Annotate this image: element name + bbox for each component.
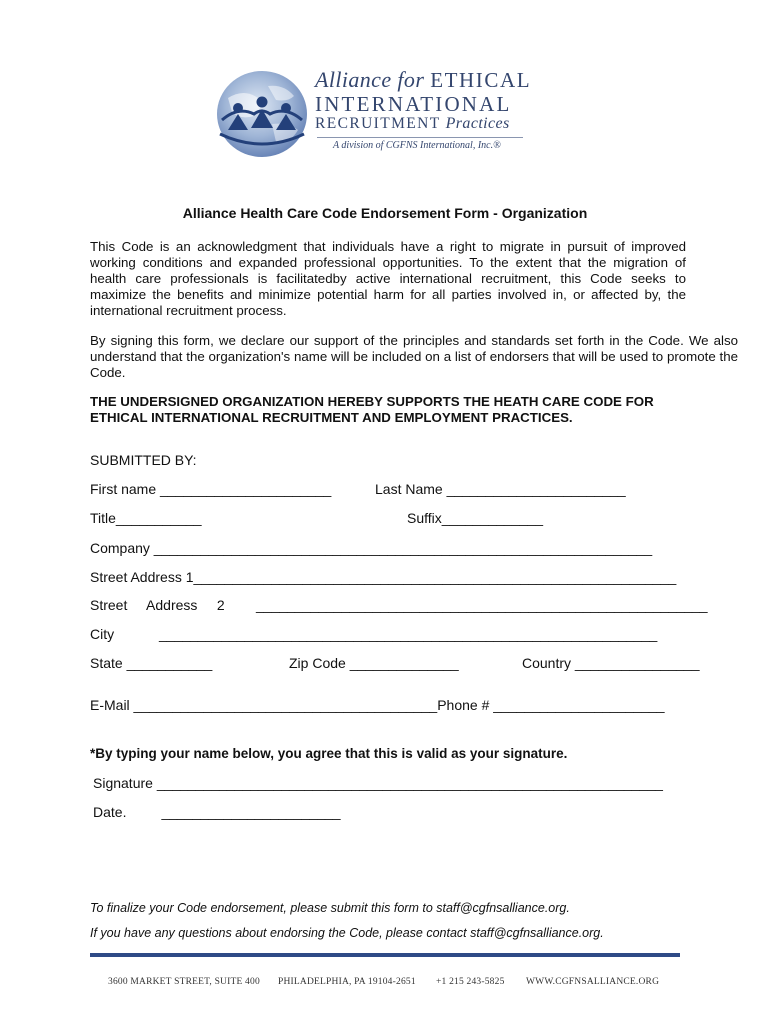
street-address-2-field[interactable]: __________________________________________________________ — [256, 597, 708, 613]
footer-rule — [90, 953, 680, 957]
submitted-by-label: SUBMITTED BY: — [90, 452, 197, 468]
declaration-paragraph: By signing this form, we declare our support of the principles and standards set forth in the Code. We also understand that the organization's name will be included on a list of endorsers that will be used to promote the Code. — [90, 333, 738, 380]
suffix-field[interactable]: Suffix_____________ — [407, 510, 543, 526]
last-name-field[interactable]: Last Name _______________________ — [375, 481, 626, 497]
email-phone-field[interactable]: E-Mail _______________________________________Phone # ______________________ — [90, 697, 665, 713]
footer-city: PHILADELPHIA, PA 19104-2651 — [278, 977, 416, 987]
signature-note: *By typing your name below, you agree that this is valid as your signature. — [90, 746, 568, 761]
signature-field[interactable]: Signature _________________________________________________________________ — [93, 775, 663, 791]
state-field[interactable]: State ___________ — [90, 655, 213, 671]
support-statement: THE UNDERSIGNED ORGANIZATION HEREBY SUPPORTS THE HEATH CARE CODE FOR ETHICAL INTERNATIONAL RECRUITMENT AND EMPLOYMENT PRACTICES. — [90, 394, 654, 425]
logo-divider — [317, 137, 523, 138]
finalize-note: To finalize your Code endorsement, please submit this form to staff@cgfnsalliance.org. — [90, 901, 570, 915]
city-label: City — [90, 626, 115, 642]
first-name-field[interactable]: First name ______________________ — [90, 481, 332, 497]
alliance-globe-logo — [214, 68, 310, 160]
logo-recruitment: RECRUITMENT — [315, 115, 441, 132]
title-field[interactable]: Title___________ — [90, 510, 202, 526]
logo-ethical: ETHICAL — [430, 68, 532, 92]
footer-address: 3600 MARKET STREET, SUITE 400 — [108, 977, 260, 987]
logo-alliance-for: Alliance for — [315, 67, 425, 92]
zip-code-field[interactable]: Zip Code ______________ — [289, 655, 459, 671]
street-address-2-label: Street Address 2 — [90, 597, 225, 613]
city-field[interactable]: ________________________________________________________________ — [159, 626, 658, 642]
company-field[interactable]: Company ________________________________________________________________ — [90, 540, 653, 556]
logo-practices: Practices — [445, 115, 510, 132]
street-address-1-field[interactable]: Street Address 1______________________________________________________________ — [90, 569, 677, 585]
footer-website[interactable]: WWW.CGFNSALLIANCE.ORG — [526, 977, 660, 987]
intro-paragraph: This Code is an acknowledgment that individuals have a right to migrate in pursuit of improved working conditions and expanded professional opportunities. To the extent that the migration of health care professionals is facilitatedby active international recruitment, this Code seeks to maximize the benefits and minimize potential harm for all parties involved in, or affected by, the international recruitment process. — [90, 239, 686, 318]
form-title: Alliance Health Care Code Endorsement Form - Organization — [182, 205, 588, 221]
footer-phone: +1 215 243-5825 — [436, 977, 505, 987]
questions-note: If you have any questions about endorsing the Code, please contact staff@cgfnsalliance.org. — [90, 926, 604, 940]
logo-division-line: A division of CGFNS International, Inc.® — [333, 140, 501, 151]
date-field[interactable]: Date. _______________________ — [93, 804, 341, 820]
logo-line-recruitment-practices — [315, 115, 510, 133]
logo-line-alliance-for-ethical — [315, 67, 531, 93]
country-field[interactable]: Country ________________ — [522, 655, 700, 671]
logo-line-international: INTERNATIONAL — [315, 92, 512, 116]
